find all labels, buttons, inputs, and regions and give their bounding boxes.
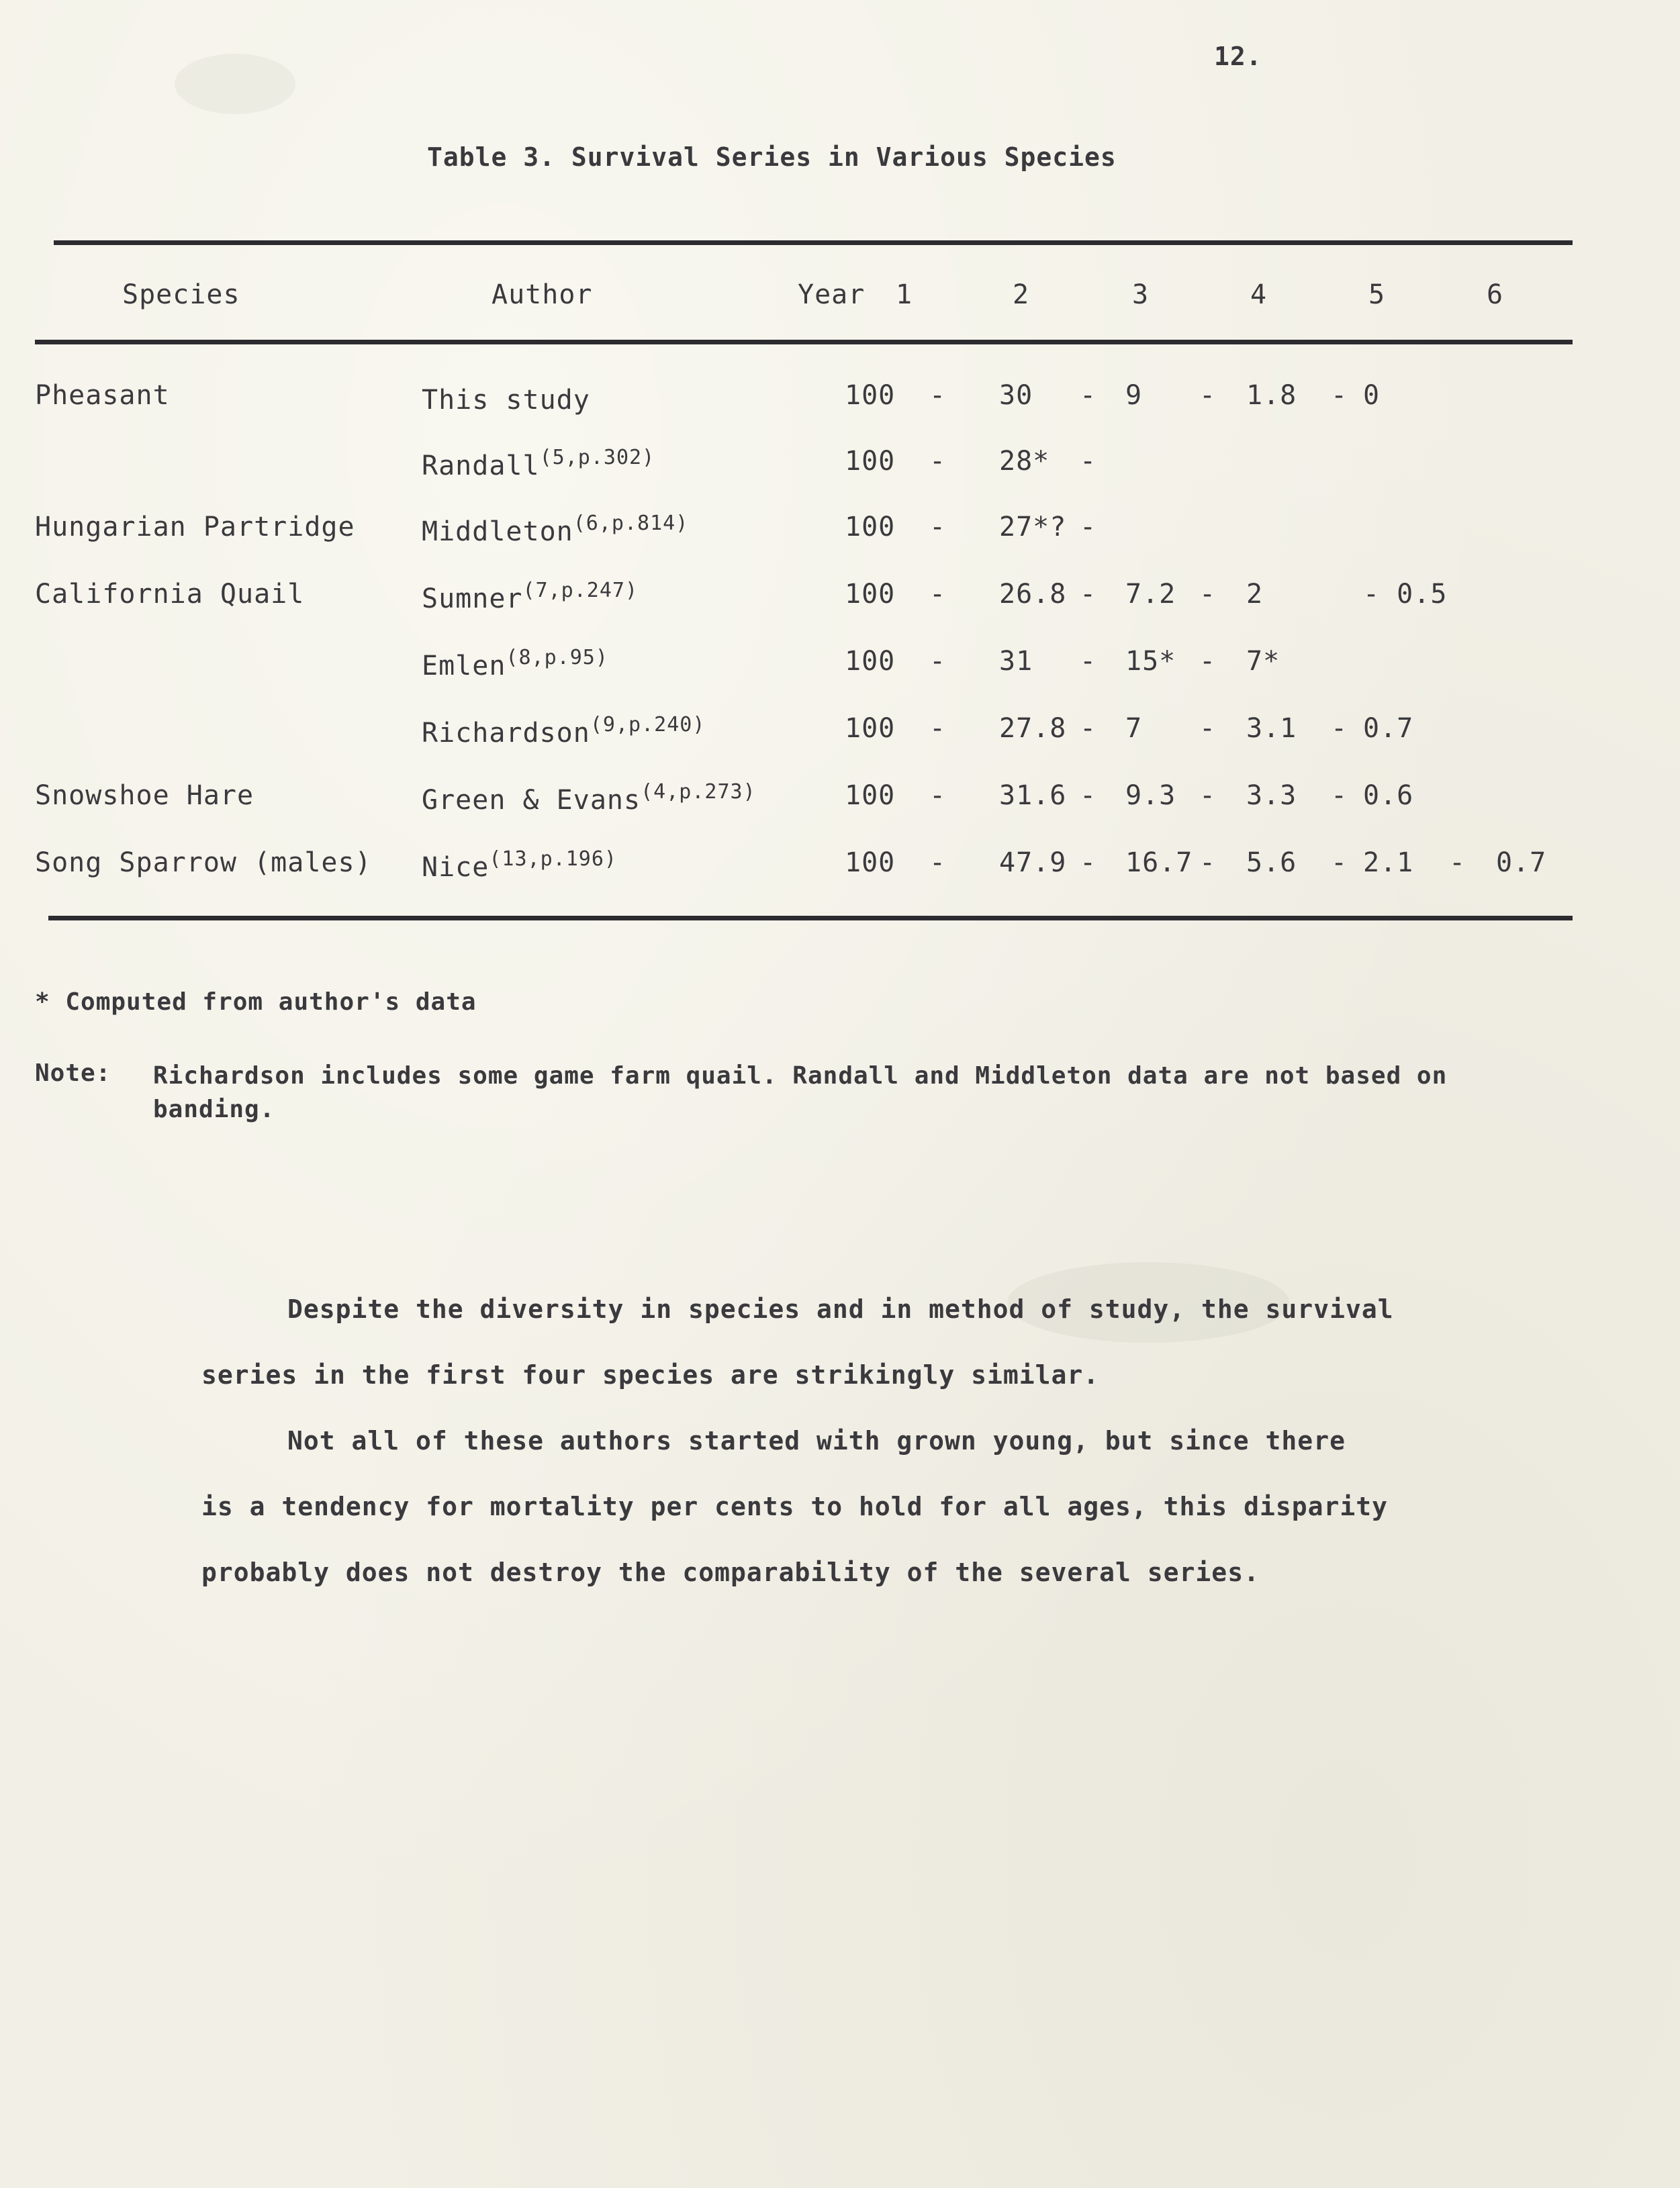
- survival-value: 31.6: [999, 780, 1067, 811]
- cell-species: Snowshoe Hare: [35, 780, 254, 811]
- table-header-rule: [35, 340, 1573, 344]
- series-dash: -: [1080, 446, 1097, 477]
- survival-value: 2.1: [1363, 847, 1414, 878]
- series-dash: -: [1199, 713, 1217, 744]
- table-top-rule: [54, 240, 1573, 245]
- cell-author: [422, 380, 590, 416]
- series-dash: -: [929, 780, 947, 811]
- header-year-4: 4: [1250, 279, 1268, 310]
- survival-value: 0.7: [1363, 713, 1414, 744]
- paragraph-line: is a tendency for mortality per cents to hold for all ages, this disparity: [201, 1492, 1388, 1521]
- header-year-2: 2: [1013, 279, 1030, 310]
- paragraph-line: series in the first four species are strikingly similar.: [201, 1360, 1100, 1390]
- series-dash: -: [1199, 847, 1217, 878]
- author-reference: (7,p.247): [522, 579, 639, 602]
- series-dash: -: [929, 380, 947, 411]
- survival-value: 9: [1125, 380, 1143, 411]
- survival-value: 7*: [1246, 646, 1280, 677]
- survival-value: 0: [1363, 380, 1381, 411]
- author-reference: (4,p.273): [641, 780, 756, 804]
- series-dash: -: [1199, 579, 1217, 610]
- survival-value: 3.1: [1246, 713, 1297, 744]
- paragraph-line: Despite the diversity in species and in method of study, the survival: [287, 1294, 1394, 1324]
- series-dash: -: [1331, 380, 1348, 411]
- series-dash: -: [1080, 646, 1097, 677]
- header-year: Year: [798, 279, 866, 310]
- author-name: Green & Evans: [422, 785, 641, 816]
- survival-value: 100: [845, 646, 896, 677]
- note-label: Note:: [35, 1059, 111, 1087]
- author-name: Emlen: [422, 651, 506, 681]
- survival-value: 2: [1246, 579, 1264, 610]
- header-year-5: 5: [1368, 279, 1386, 310]
- series-dash: -: [1199, 380, 1217, 411]
- header-author: Author: [492, 279, 593, 310]
- survival-value: - 0.5: [1363, 579, 1448, 610]
- header-year-3: 3: [1132, 279, 1150, 310]
- survival-value: 16.7: [1125, 847, 1193, 878]
- header-year-1: 1: [896, 279, 913, 310]
- paper-smudge: [175, 54, 295, 114]
- series-dash: -: [1080, 579, 1097, 610]
- series-dash: -: [1449, 847, 1466, 878]
- author-name: This study: [422, 385, 590, 416]
- cell-species: Pheasant: [35, 380, 170, 411]
- cell-author: [422, 446, 655, 481]
- header-species: Species: [122, 279, 240, 310]
- series-dash: -: [1080, 780, 1097, 811]
- cell-author: [422, 646, 608, 681]
- survival-value: 100: [845, 780, 896, 811]
- header-year-6: 6: [1487, 279, 1504, 310]
- survival-value: 7.2: [1125, 579, 1176, 610]
- survival-value: 27*?: [999, 512, 1067, 542]
- cell-species: Hungarian Partridge: [35, 512, 355, 542]
- series-dash: -: [1331, 847, 1348, 878]
- author-reference: (6,p.814): [573, 512, 689, 535]
- survival-value: 1.8: [1246, 380, 1297, 411]
- survival-value: 100: [845, 847, 896, 878]
- series-dash: -: [1080, 713, 1097, 744]
- cell-species: Song Sparrow (males): [35, 847, 372, 878]
- author-reference: (9,p.240): [590, 713, 706, 736]
- survival-value: 100: [845, 446, 896, 477]
- survival-value: 5.6: [1246, 847, 1297, 878]
- author-reference: (13,p.196): [489, 847, 617, 871]
- note-text: Richardson includes some game farm quail. Randall and Middleton data are not based on banding.: [153, 1062, 1448, 1123]
- cell-species: California Quail: [35, 579, 305, 610]
- survival-value: 27.8: [999, 713, 1067, 744]
- author-name: Sumner: [422, 583, 523, 614]
- survival-value: 28*: [999, 446, 1050, 477]
- survival-value: 7: [1125, 713, 1143, 744]
- survival-value: 30: [999, 380, 1033, 411]
- series-dash: -: [1199, 780, 1217, 811]
- series-dash: -: [1199, 646, 1217, 677]
- page-number: 12.: [1214, 42, 1262, 71]
- series-dash: -: [929, 446, 947, 477]
- survival-value: 100: [845, 579, 896, 610]
- table-title: Table 3. Survival Series in Various Species: [427, 142, 1117, 172]
- series-dash: -: [1331, 713, 1348, 744]
- survival-value: 100: [845, 380, 896, 411]
- cell-author: [422, 780, 756, 816]
- paragraph-line: Not all of these authors started with grown young, but since there: [287, 1426, 1346, 1456]
- survival-value: 26.8: [999, 579, 1067, 610]
- table-bottom-rule: [48, 916, 1573, 920]
- cell-author: [422, 847, 617, 883]
- paragraph-line: probably does not destroy the comparability of the several series.: [201, 1558, 1260, 1587]
- author-reference: (8,p.95): [506, 646, 608, 669]
- survival-value: 100: [845, 512, 896, 542]
- series-dash: -: [1080, 512, 1097, 542]
- series-dash: -: [929, 847, 947, 878]
- survival-value: 15*: [1125, 646, 1176, 677]
- cell-author: [422, 579, 638, 614]
- series-dash: -: [929, 579, 947, 610]
- author-name: Randall: [422, 450, 540, 481]
- author-name: Nice: [422, 852, 489, 883]
- survival-value: 100: [845, 713, 896, 744]
- series-dash: -: [929, 646, 947, 677]
- series-dash: -: [929, 512, 947, 542]
- series-dash: -: [1331, 780, 1348, 811]
- survival-value: 0.6: [1363, 780, 1414, 811]
- series-dash: -: [1080, 847, 1097, 878]
- series-dash: -: [1080, 380, 1097, 411]
- author-name: Middleton: [422, 516, 573, 547]
- cell-author: [422, 713, 705, 749]
- author-reference: (5,p.302): [539, 446, 655, 469]
- series-dash: -: [929, 713, 947, 744]
- survival-value: 47.9: [999, 847, 1067, 878]
- cell-author: [422, 512, 688, 547]
- survival-value: 3.3: [1246, 780, 1297, 811]
- author-name: Richardson: [422, 718, 590, 749]
- survival-value: 31: [999, 646, 1033, 677]
- survival-value: 0.7: [1496, 847, 1547, 878]
- footnote-computed: * Computed from author's data: [35, 988, 477, 1016]
- survival-value: 9.3: [1125, 780, 1176, 811]
